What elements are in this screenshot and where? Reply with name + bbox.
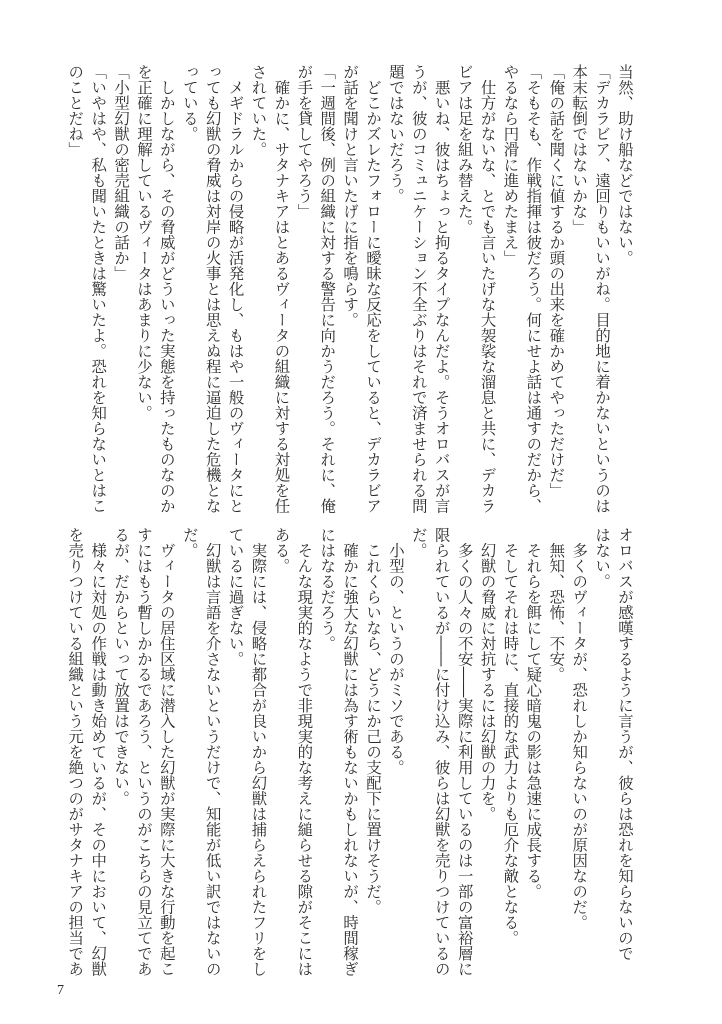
text-line: のことだね」 [66,64,85,157]
text-line: しかしながら、その脅威がどういった実態を持ったものなのか [157,64,176,514]
text-line: ヴィータの居住区域に潜入した幻獣が実際に大きな行動を起こ [157,527,176,977]
text-line: だ。 [409,527,428,558]
text-line: 「一週間後、例の組織に対する警告に向かうだろう。それに、俺 [318,64,337,514]
page-number: 7 [57,983,64,998]
text-line: 様々に対処の作戦は動き始めているが、その中において、幻獣 [89,527,108,977]
text-block-bottom [66,527,636,977]
text-line: 「俺の話を聞くに値するか頭の出来を確かめてやっただけだ」 [547,64,566,498]
text-line: それらを餌にして疑心暗鬼の影は急速に成長する。 [524,527,543,899]
text-line: が手を貸してやろう」 [295,64,314,219]
text-line: これくらいなら、どうにか己の支配下に置けそうだ。 [364,527,383,915]
text-line: ある。 [272,527,291,574]
text-line: 「いやはや、私も聞いたときは驚いたよ。恐れを知らないとはこ [89,64,108,514]
text-line: を正確に理解しているヴィータはあまりに少ない。 [134,64,153,421]
text-line: 確かに、サタナキアはとあるヴィータの組織に対する対処を任 [272,64,291,514]
text-line: 幻獣の脅威に対抗するには幻獣の力を。 [478,527,497,822]
text-line: どこかズレたフォローに曖昧な反応をしていると、デカラビア [364,64,383,514]
text-line: 仕方がないな、とでも言いたげな大袈裟な溜息と共に、デカラ [478,64,497,514]
text-line: 題ではないだろう。 [386,64,405,204]
text-line: るが、だからといって放置はできない。 [112,527,131,806]
text-line: っている。 [180,64,199,142]
text-line: そんな現実的なようで非現実的な考えに縋らせる隙がそこには [295,527,314,977]
text-line: を売りつけている組織という元を絶つのがサタナキアの担当であ [66,527,85,977]
text-line: 「そもそも、作戦指揮は彼だろう。何にせよ話は通すのだから、 [524,64,543,514]
text-line: っても幻獣の脅威は対岸の火事とは思えぬ程に逼迫した危機とな [203,64,222,514]
text-line: だ。 [180,527,199,558]
text-line: が話を聞けと言いたげに指を鳴らす。 [341,64,360,328]
text-line: にはなるだろう。 [318,527,337,651]
text-line: 「小型幻獣の密売組織の話か」 [112,64,131,281]
text-line: 多くのヴィータが、恐れしか知らないのが原因なのだ。 [570,527,589,930]
text-line: 限られているが――に付け込み、彼らは幻獣を売りつけているの [432,527,451,977]
text-line: 幻獣は言語を介さないというだけで、知能が低い訳ではないの [203,527,222,977]
text-line: 実際には、侵略に都合が良いから幻獣は捕らえられたフリをし [249,527,268,977]
text-line: 無知、恐怖、不安。 [547,527,566,682]
text-line: 多くの人々の不安――実際に利用しているのは一部の富裕層に [455,527,474,977]
text-line: 悪いね、彼はちょっと拘るタイプなんだよ。そうオロバスが言 [432,64,451,514]
text-line: 本末転倒ではないかな」 [570,64,589,235]
text-line: オロバスが感嘆するように言うが、彼らは恐れを知らないので [616,527,634,961]
text-line: 確かに強大な幻獣には為す術もないかもしれないが、時間稼ぎ [341,527,360,977]
text-line: 当然、助け船などではない。 [616,64,634,266]
text-line: ているに過ぎない。 [226,527,245,667]
text-block-top [66,64,636,514]
text-line: やるなら円滑に進めたまえ」 [501,64,520,266]
text-line: はない。 [593,527,612,589]
text-line: 「デカラビア、遠回りもいいがね。目的地に着かないというのは [593,64,612,514]
text-line: そしてそれは時に、直接的な武力よりも厄介な敵となる。 [501,527,520,946]
text-line: ビアは足を組み替えた。 [455,64,474,235]
text-line: 小型の、というのがミソである。 [386,527,405,775]
text-line: されていた。 [249,64,268,157]
text-line: メギドラルからの侵略が活発化し、もはや一般のヴィータにと [226,64,245,514]
text-line: すにはもう暫しかかるであろう、というのがこちらの見立てであ [134,527,153,977]
text-line: うが、彼のコミュニケーション不全ぶりはそれで済ませられる問 [409,64,428,514]
